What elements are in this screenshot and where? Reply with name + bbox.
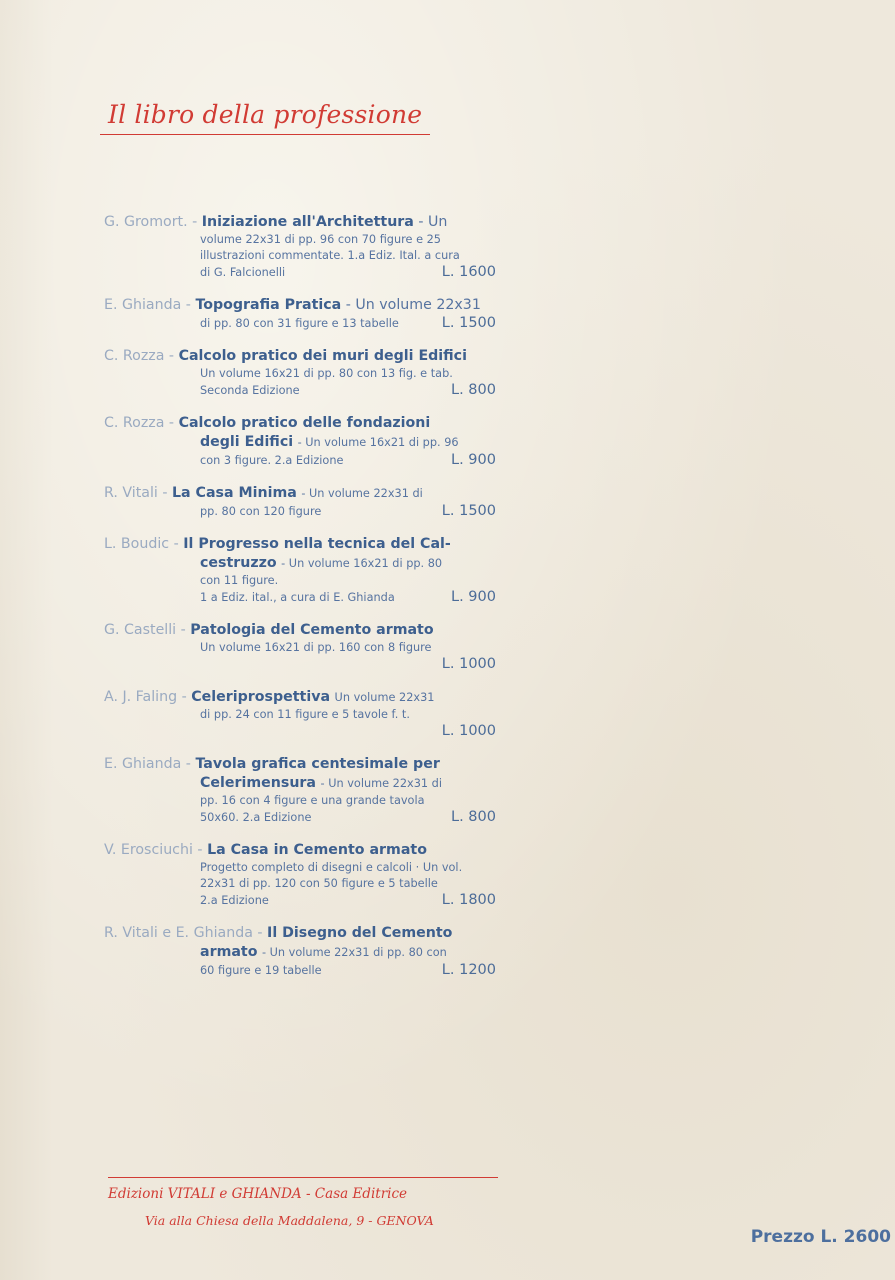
entry-first-line xyxy=(104,414,496,433)
book-author: C. Rozza - xyxy=(104,415,175,431)
entry-last-line xyxy=(104,589,496,606)
book-description: - Un volume 16x21 di pp. 96 xyxy=(297,436,459,449)
book-author: R. Vitali - xyxy=(104,485,168,501)
book-title: Celeriprospettiva xyxy=(191,689,331,705)
entry-first-line xyxy=(104,841,496,860)
book-title: Il Progresso nella tecnica del Cal- xyxy=(183,536,451,552)
book-title: Calcolo pratico delle fondazioni xyxy=(178,415,431,431)
book-description: Un volume 16x21 di pp. 80 con 13 fig. e tab. xyxy=(200,367,453,380)
book-description: - Un xyxy=(418,214,448,230)
publisher-name: Edizioni VITALI e GHIANDA - Casa Editrice xyxy=(108,1186,408,1202)
book-title: degli Edifici xyxy=(200,434,294,450)
book-entry xyxy=(104,841,496,909)
book-description: 2.a Edizione xyxy=(200,894,269,907)
book-author: G. Gromort. - xyxy=(104,214,198,230)
book-price: L. 1000 xyxy=(441,656,496,672)
book-title: La Casa Minima xyxy=(172,485,297,501)
entry-last-line xyxy=(104,382,496,399)
entry-title-continuation xyxy=(104,433,496,452)
publisher-address: Via alla Chiesa della Maddalena, 9 - GENOVA xyxy=(145,1213,434,1228)
entry-title-continuation xyxy=(104,774,496,793)
book-title: cestruzzo xyxy=(200,555,277,571)
book-entry xyxy=(104,347,496,399)
book-description: - Un volume 22x31 di pp. 80 con xyxy=(261,946,447,959)
book-entry xyxy=(104,924,496,979)
entry-last-line xyxy=(104,503,496,520)
book-description: Seconda Edizione xyxy=(200,384,300,397)
book-description: - Un volume 16x21 di pp. 80 xyxy=(281,557,443,570)
book-author: V. Erosciuchi - xyxy=(104,842,203,858)
entry-first-line xyxy=(104,484,496,503)
book-description: con 11 figure. xyxy=(200,574,279,587)
book-title: La Casa in Cemento armato xyxy=(207,842,427,858)
book-description: 1 a Ediz. ital., a cura di E. Ghianda xyxy=(200,591,395,604)
book-entry xyxy=(104,213,496,281)
book-entry xyxy=(104,484,496,520)
book-description: Progetto completo di disegni e calcoli · Un vol. xyxy=(200,861,463,874)
book-title: Patologia del Cemento armato xyxy=(190,622,434,638)
book-entry xyxy=(104,621,496,673)
book-title: armato xyxy=(200,944,258,960)
book-description: volume 22x31 di pp. 96 con 70 figure e 25 xyxy=(200,233,441,246)
book-price: L. 1500 xyxy=(441,315,496,331)
series-heading: Il libro della professione xyxy=(108,100,423,129)
book-description: pp. 16 con 4 figure e una grande tavola xyxy=(200,794,425,807)
entry-last-line xyxy=(104,315,496,332)
book-price: L. 900 xyxy=(451,589,496,605)
book-title: Iniziazione all'Architettura xyxy=(201,214,414,230)
book-price: L. 1200 xyxy=(441,962,496,978)
book-description: - Un volume 22x31 di xyxy=(320,777,442,790)
entry-last-line xyxy=(104,656,496,673)
entry-title-continuation xyxy=(104,554,496,573)
book-description: 50x60. 2.a Edizione xyxy=(200,811,312,824)
entry-last-line xyxy=(104,264,496,281)
book-title: Il Disegno del Cemento xyxy=(267,925,453,941)
book-description: illustrazioni commentate. 1.a Ediz. Ital. a cura xyxy=(200,249,460,262)
entry-first-line xyxy=(104,755,496,774)
entry-first-line xyxy=(104,924,496,943)
book-price: L. 1600 xyxy=(441,264,496,280)
entry-first-line xyxy=(104,296,496,315)
book-author: L. Boudic - xyxy=(104,536,179,552)
book-entry xyxy=(104,755,496,826)
book-author: A. J. Faling - xyxy=(104,689,187,705)
book-description: 22x31 di pp. 120 con 50 figure e 5 tabelle xyxy=(200,877,438,890)
entry-first-line xyxy=(104,213,496,232)
entry-title-continuation xyxy=(104,943,496,962)
book-list xyxy=(104,213,496,994)
heading-underline xyxy=(100,134,430,135)
book-entry xyxy=(104,688,496,740)
book-price: L. 1500 xyxy=(441,503,496,519)
entry-last-line xyxy=(104,723,496,740)
book-author: E. Ghianda - xyxy=(104,297,191,313)
cover-price: Prezzo L. 2600 xyxy=(750,1227,891,1247)
entry-last-line xyxy=(104,892,496,909)
entry-last-line xyxy=(104,452,496,469)
book-title: Celerimensura xyxy=(200,775,317,791)
book-title: Tavola grafica centesimale per xyxy=(195,756,440,772)
book-title: Topografia Pratica xyxy=(195,297,342,313)
book-entry xyxy=(104,296,496,332)
entry-first-line xyxy=(104,535,496,554)
footer-divider xyxy=(108,1177,498,1178)
entry-first-line xyxy=(104,347,496,366)
entry-first-line xyxy=(104,688,496,707)
book-description: - Un volume 22x31 di xyxy=(301,487,423,500)
book-price: L. 1800 xyxy=(441,892,496,908)
book-price: L. 900 xyxy=(451,452,496,468)
book-description: Un volume 22x31 xyxy=(334,691,435,704)
book-description: 60 figure e 19 tabelle xyxy=(200,964,322,977)
book-entry xyxy=(104,535,496,606)
book-description: - Un volume 22x31 xyxy=(345,297,481,313)
book-author: G. Castelli - xyxy=(104,622,186,638)
book-price: L. 800 xyxy=(451,809,496,825)
entry-last-line xyxy=(104,962,496,979)
book-title: Calcolo pratico dei muri degli Edifici xyxy=(178,348,467,364)
book-description: Un volume 16x21 di pp. 160 con 8 figure xyxy=(200,641,432,654)
book-price: L. 1000 xyxy=(441,723,496,739)
entry-last-line xyxy=(104,809,496,826)
book-description: di pp. 24 con 11 figure e 5 tavole f. t. xyxy=(200,708,410,721)
book-author: E. Ghianda - xyxy=(104,756,191,772)
book-author: R. Vitali e E. Ghianda - xyxy=(104,925,263,941)
book-price: L. 800 xyxy=(451,382,496,398)
book-entry xyxy=(104,414,496,469)
entry-first-line xyxy=(104,621,496,640)
book-author: C. Rozza - xyxy=(104,348,175,364)
book-description: pp. 80 con 120 figure xyxy=(200,505,322,518)
book-description: con 3 figure. 2.a Edizione xyxy=(200,454,344,467)
book-description: di G. Falcionelli xyxy=(200,266,286,279)
book-description: di pp. 80 con 31 figure e 13 tabelle xyxy=(200,317,399,330)
